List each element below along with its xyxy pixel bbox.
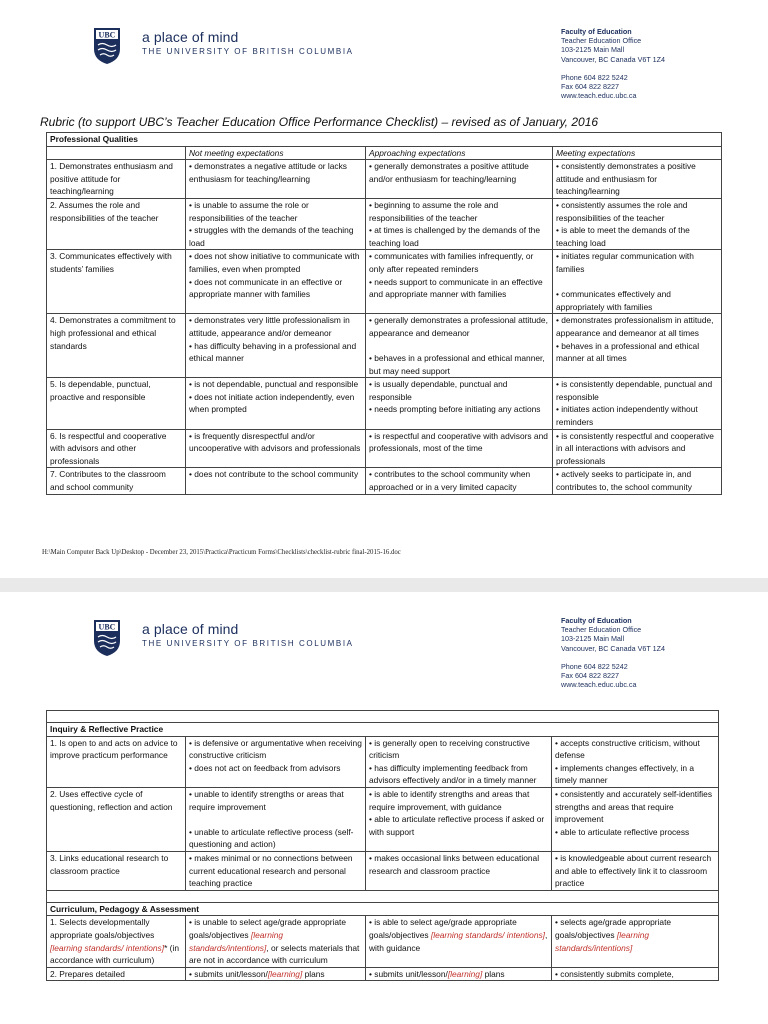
- not-meeting-cell: [186, 851, 366, 890]
- rubric-text: • needs prompting before initiating any actions: [369, 404, 541, 415]
- fax-number: Fax 604 822 8227: [561, 82, 619, 92]
- not-meeting-cell: [186, 736, 366, 787]
- table-spacer-row: [47, 711, 719, 723]
- rubric-text: • is unable to assume the role or responsibilities of the teacher: [189, 199, 309, 223]
- rubric-text: 3. Links educational research to classroom practice: [50, 852, 169, 876]
- meeting-cell: [553, 429, 722, 468]
- rubric-text: • is consistently respectful and cooperative in all interactions with advisors and professionals: [556, 430, 714, 466]
- not-meeting-cell: [186, 198, 366, 249]
- table-row: [47, 468, 722, 494]
- criterion-cell: [47, 429, 186, 468]
- approaching-cell: [366, 198, 553, 249]
- rubric-text: • generally demonstrates a positive attitude and/or enthusiasm for teaching/learning: [369, 161, 529, 184]
- rubric-text: • communicates with families infrequently, or only after repeated reminders: [369, 251, 534, 274]
- section-title-curriculum: Curriculum, Pedagogy & Assessment: [47, 902, 719, 916]
- street-address: 103-2125 Main Mall: [561, 45, 625, 55]
- rubric-text: • is respectful and cooperative with advisors and professionals, most of the time: [369, 430, 548, 454]
- rubric-text: • generally demonstrates a professional attitude, appearance and demeanor: [369, 315, 548, 338]
- document-title: Rubric (to support UBC’s Teacher Education Office Performance Checklist) – revised as of January, 2016: [40, 115, 599, 129]
- not-meeting-cell: [186, 378, 366, 429]
- meeting-cell: [553, 198, 722, 249]
- table-row: [47, 787, 719, 851]
- rubric-text: • makes minimal or no connections between current educational research and personal teaching practice: [189, 852, 353, 889]
- rubric-text: • accepts constructive criticism, without defense: [555, 737, 700, 761]
- rubric-text: • does not act on feedback from advisors: [189, 762, 341, 773]
- column-header-meeting: Meeting expectations: [553, 146, 722, 160]
- criterion-cell: 2. Prepares detailed: [47, 967, 186, 981]
- criterion-cell: [47, 851, 186, 890]
- street-address: 103-2125 Main Mall: [561, 634, 625, 644]
- rubric-text: 2. Uses effective cycle of questioning, reflection and action: [50, 788, 173, 812]
- not-meeting-cell: [186, 160, 366, 199]
- criterion-cell: [47, 160, 186, 199]
- section-title-inquiry: Inquiry & Reflective Practice: [47, 723, 719, 737]
- university-name: THE UNIVERSITY OF BRITISH COLUMBIA: [142, 639, 354, 648]
- criterion-cell: [47, 736, 186, 787]
- meeting-cell: [553, 250, 722, 314]
- letterhead-left: [142, 29, 354, 57]
- faculty-name: Faculty of Education: [561, 27, 632, 36]
- criterion-cell: [47, 314, 186, 378]
- not-meeting-cell: [186, 314, 366, 378]
- rubric-text: • demonstrates very little professionalism in attitude, appearance and/or demeanor: [189, 315, 350, 338]
- approaching-cell: • submits unit/lesson/[learning] plans: [366, 967, 552, 981]
- phone-number: Phone 604 822 5242: [561, 72, 628, 82]
- rubric-text: • consistently demonstrates a positive attitude and enthusiasm for teaching/learning: [556, 161, 696, 197]
- rubric-text: 2. Assumes the role and responsibilities of the teacher: [50, 199, 159, 223]
- meeting-cell: • selects age/grade appropriate goals/objectives [learning standards/intentions]: [552, 916, 719, 967]
- table-row: [47, 378, 722, 429]
- table-row: [47, 736, 719, 787]
- rubric-text: • demonstrates professionalism in attitude, appearance and demeanor at all times: [556, 315, 714, 338]
- approaching-cell: [366, 787, 552, 851]
- document-page-2: [0, 592, 768, 1024]
- table-row: [47, 851, 719, 890]
- table-row: [47, 314, 722, 378]
- criterion-header-cell: [47, 146, 186, 160]
- approaching-cell: • is able to select age/grade appropriate goals/objectives [learning standards/ intentions], with guidance: [366, 916, 552, 967]
- rubric-text: • makes occasional links between educational research and classroom practice: [369, 852, 540, 876]
- criterion-cell: [47, 198, 186, 249]
- meeting-cell: [553, 314, 722, 378]
- not-meeting-cell: [186, 787, 366, 851]
- rubric-text: • is consistently dependable, punctual and responsible: [556, 379, 713, 402]
- approaching-cell: [366, 429, 553, 468]
- approaching-cell: [366, 736, 552, 787]
- fax-number: Fax 604 822 8227: [561, 671, 619, 681]
- approaching-cell: [366, 160, 553, 199]
- rubric-text: 3. Communicates effectively with students’ families: [50, 251, 172, 274]
- approaching-cell: [366, 250, 553, 314]
- rubric-text: • consistently assumes the role and responsibilities of the teacher: [556, 199, 688, 223]
- rubric-text: • initiates action independently without reminders: [556, 404, 698, 428]
- rubric-text: • behaves in a professional and ethical manner at all times: [556, 340, 700, 364]
- rubric-text: • is defensive or argumentative when receiving constructive criticism: [189, 737, 362, 761]
- rubric-text: • initiates regular communication with families: [556, 251, 694, 274]
- rubric-text: • demonstrates a negative attitude or lacks enthusiasm for teaching/learning: [189, 161, 347, 184]
- tagline: a place of mind: [142, 29, 239, 45]
- column-header-not-meeting: Not meeting expectations: [186, 146, 366, 160]
- criterion-cell: [47, 468, 186, 494]
- rubric-text: 5. Is dependable, punctual, proactive and responsible: [50, 379, 151, 402]
- tagline: a place of mind: [142, 621, 239, 637]
- rubric-text: • is knowledgeable about current research and able to effectively link it to classroom practice: [555, 852, 712, 889]
- meeting-cell: [552, 736, 719, 787]
- not-meeting-cell: [186, 468, 366, 494]
- rubric-text: • does not contribute to the school community: [189, 469, 359, 480]
- approaching-cell: [366, 314, 553, 378]
- approaching-cell: [366, 851, 552, 890]
- office-name: Teacher Education Office: [561, 625, 642, 635]
- meeting-cell: [553, 160, 722, 199]
- rubric-text: • has difficulty behaving in a professional and ethical manner: [189, 340, 357, 364]
- approaching-cell: [366, 378, 553, 429]
- table-row: [47, 250, 722, 314]
- meeting-cell: [553, 378, 722, 429]
- column-header-approaching: Approaching expectations: [366, 146, 553, 160]
- website-link[interactable]: www.teach.educ.ubc.ca: [561, 680, 637, 690]
- rubric-text: • communicates effectively and appropriately with families: [556, 289, 671, 312]
- criterion-cell: 1. Selects developmentally appropriate goals/objectives [learning standards/ intentions]* (in accordance with curriculum): [47, 916, 186, 967]
- letterhead-left: [142, 621, 354, 649]
- rubric-text: • is usually dependable, punctual and responsible: [369, 379, 508, 402]
- not-meeting-cell: [186, 250, 366, 314]
- rubric-text: • does not initiate action independently, even when prompted: [189, 391, 355, 415]
- criterion-cell: [47, 250, 186, 314]
- letterhead-address: [561, 616, 665, 689]
- rubric-text: • able to articulate reflective process: [555, 826, 690, 837]
- rubric-text: • actively seeks to participate in, and contributes to, the school community: [556, 469, 692, 493]
- rubric-text: 1. Is open to and acts on advice to improve practicum performance: [50, 737, 178, 761]
- rubric-text: 4. Demonstrates a commitment to high professional and ethical standards: [50, 315, 176, 351]
- rubric-text: • beginning to assume the role and responsibilities of the teacher: [369, 199, 499, 223]
- letterhead-address: [561, 27, 665, 100]
- city-address: Vancouver, BC Canada V6T 1Z4: [561, 643, 666, 653]
- ubc-logo-icon: [93, 27, 121, 65]
- rubric-text: • needs support to communicate in an effective and appropriate manner with families: [369, 276, 543, 300]
- rubric-text: • does not show initiative to communicate with families, even when prompted: [189, 251, 360, 274]
- meeting-cell: [552, 787, 719, 851]
- table-row: [47, 198, 722, 249]
- rubric-text: • struggles with the demands of the teaching load: [189, 225, 354, 248]
- meeting-cell: [552, 851, 719, 890]
- meeting-cell: • consistently submits complete,: [552, 967, 719, 981]
- city-address: Vancouver, BC Canada V6T 1Z4: [561, 54, 666, 64]
- approaching-cell: [366, 468, 553, 494]
- inquiry-curriculum-table: [46, 710, 719, 981]
- table-row: [47, 160, 722, 199]
- rubric-text: • consistently and accurately self-identifies strengths and areas that require improvement: [555, 788, 713, 825]
- not-meeting-cell: [186, 429, 366, 468]
- rubric-text: • does not communicate in an effective or appropriate manner with families: [189, 276, 343, 300]
- university-name: THE UNIVERSITY OF BRITISH COLUMBIA: [142, 47, 354, 56]
- rubric-text: 7. Contributes to the classroom and school community: [50, 469, 166, 493]
- rubric-text: • is generally open to receiving constructive criticism: [369, 737, 530, 761]
- office-name: Teacher Education Office: [561, 36, 642, 46]
- rubric-text: • is able to meet the demands of the teaching load: [556, 225, 690, 248]
- professional-qualities-table: [46, 132, 722, 495]
- website-link[interactable]: www.teach.educ.ubc.ca: [561, 91, 637, 101]
- footer-file-path: H:\Main Computer Back Up\Desktop - December 23, 2015\Practica\Practicum Forms\Checklists\checklist-rubric final-2015-16.doc: [42, 549, 401, 556]
- rubric-text: • has difficulty implementing feedback from advisors effectively and/or in a timely manner: [369, 762, 537, 786]
- phone-number: Phone 604 822 5242: [561, 661, 628, 671]
- not-meeting-cell: • submits unit/lesson/[learning] plans: [186, 967, 366, 981]
- rubric-text: • is able to identify strengths and areas that require improvement, with guidance: [369, 788, 530, 812]
- table-row: [47, 916, 719, 967]
- svg-text:UBC: UBC: [98, 30, 116, 40]
- rubric-text: 6. Is respectful and cooperative with advisors and other professionals: [50, 430, 167, 466]
- rubric-text: • able to articulate reflective process if asked or with support: [369, 814, 545, 837]
- svg-text:UBC: UBC: [98, 622, 116, 632]
- table-row: [47, 429, 722, 468]
- section-title: Professional Qualities: [47, 133, 722, 147]
- rubric-text: • at times is challenged by the demands of the teaching load: [369, 225, 540, 248]
- criterion-cell: [47, 378, 186, 429]
- criterion-cell: [47, 787, 186, 851]
- rubric-text: • unable to identify strengths or areas that require improvement: [189, 788, 344, 812]
- rubric-text: 1. Demonstrates enthusiasm and positive attitude for teaching/learning: [50, 161, 173, 197]
- rubric-text: • is not dependable, punctual and responsible: [189, 379, 359, 390]
- rubric-text: • unable to articulate reflective process (self-questioning and action): [189, 826, 354, 850]
- ubc-logo-icon: [93, 619, 121, 657]
- rubric-text: • contributes to the school community when approached or in a very limited capacity: [369, 469, 531, 493]
- faculty-name: Faculty of Education: [561, 616, 632, 625]
- rubric-text: • implements changes effectively, in a timely manner: [555, 762, 695, 786]
- not-meeting-cell: • is unable to select age/grade appropriate goals/objectives [learning standards/intentions], or selects materials that are not in accordance with curriculum: [186, 916, 366, 967]
- rubric-text: • is frequently disrespectful and/or uncooperative with advisors and professionals: [189, 430, 361, 454]
- table-row: [47, 967, 719, 981]
- table-spacer-row: [47, 890, 719, 902]
- meeting-cell: [553, 468, 722, 494]
- rubric-text: • behaves in a professional and ethical manner, but may need support: [369, 353, 545, 376]
